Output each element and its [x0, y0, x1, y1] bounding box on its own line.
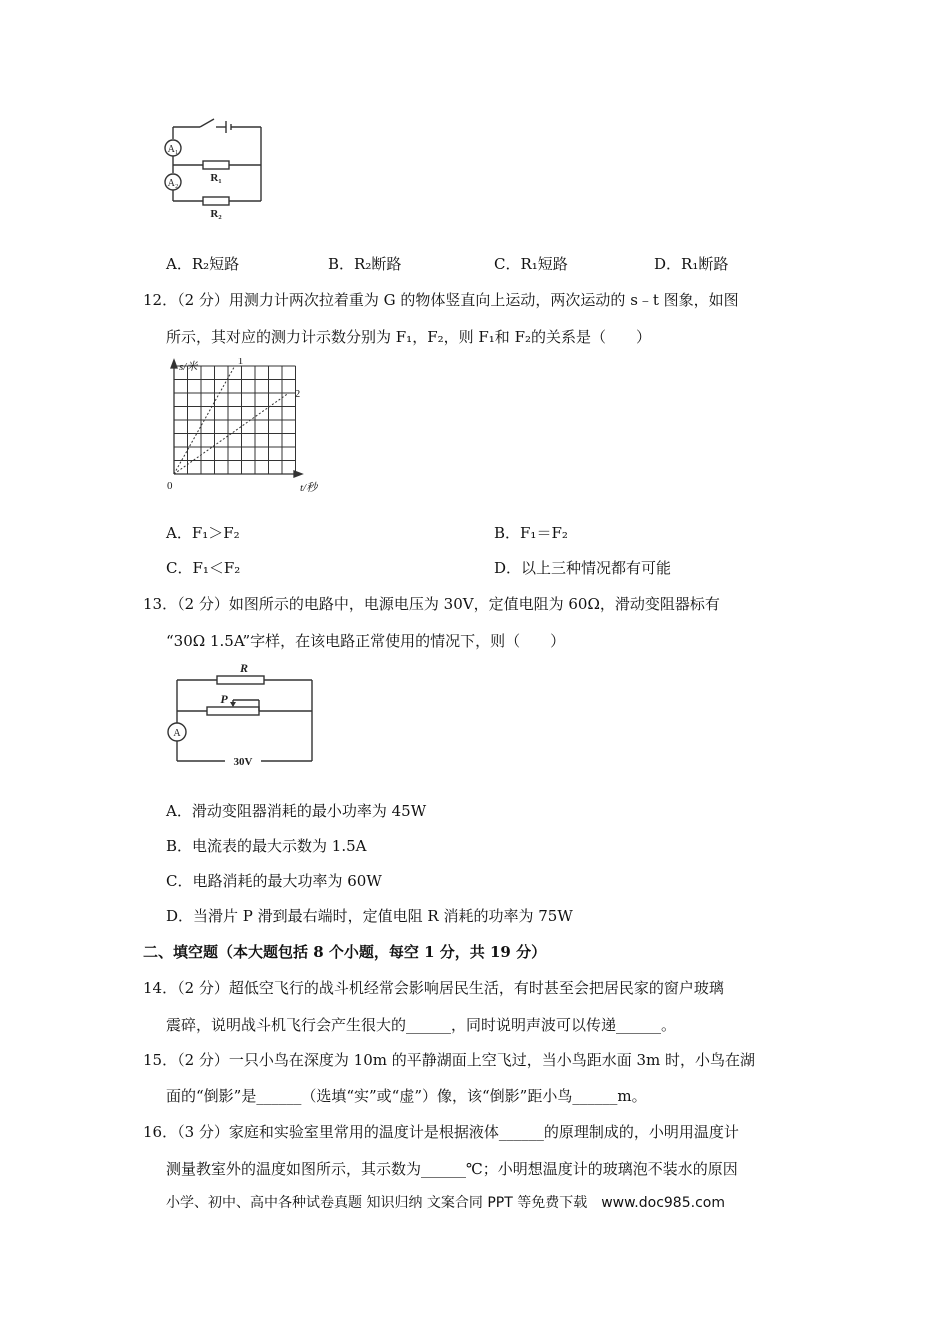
q11-option-a: A．R₂短路 — [166, 255, 240, 273]
q13-stem-line2: “30Ω 1.5A”字样，在该电路正常使用的情况下，则（ ） — [166, 632, 566, 650]
q13-stem-line1: 13．（2 分）如图所示的电路中，电源电压为 30V，定值电阻为 60Ω，滑动变阻器标有 — [143, 595, 720, 613]
q14-stem-line2: 震碎，说明战斗机飞行会产生很大的______，同时说明声波可以传递______。 — [166, 1016, 677, 1034]
q11-option-c: C．R₁短路 — [494, 255, 568, 273]
ammeter-a1-label: A₁ — [167, 144, 179, 155]
chart-series-label-2: 2 — [294, 388, 301, 400]
q13-option-d: D．当滑片 P 滑到最右端时，定值电阻 R 消耗的功率为 75W — [166, 907, 573, 925]
q11-option-d: D．R₁断路 — [654, 255, 729, 273]
q13-option-a: A．滑动变阻器消耗的最小功率为 45W — [166, 802, 427, 820]
q11-circuit-figure — [160, 115, 270, 223]
resistor-r-label: R — [239, 661, 249, 675]
resistor-r2-label: R₂ — [210, 208, 222, 220]
q12-st-chart — [160, 358, 325, 498]
q15-stem-line1: 15．（2 分）一只小鸟在深度为 10m 的平静湖面上空飞过，当小鸟距水面 3m 时，小鸟在湖 — [143, 1051, 756, 1069]
chart-series-label-1: 1 — [237, 358, 244, 367]
resistor-r1-label: R₁ — [210, 172, 222, 184]
q12-option-b: B．F₁＝F₂ — [494, 524, 568, 542]
q13-circuit-figure — [160, 660, 325, 770]
q13-option-b: B．电流表的最大示数为 1.5A — [166, 837, 367, 855]
section-heading: 二、填空题（本大题包括 8 个小题，每空 1 分，共 19 分） — [143, 943, 547, 961]
q12-stem-line1: 12．（2 分）用测力计两次拉着重为 G 的物体竖直向上运动，两次运动的 s﹣t 图象，如图 — [143, 291, 739, 309]
chart-origin-label: 0 — [167, 480, 173, 492]
q11-option-b: B．R₂断路 — [328, 255, 402, 273]
page-footer: 小学、初中、高中各种试卷真题 知识归纳 文案合同 PPT 等免费下载 www.doc985.com — [166, 1195, 725, 1211]
ammeter-a2-label: A₂ — [167, 178, 179, 189]
q12-stem-line2: 所示，其对应的测力计示数分别为 F₁，F₂，则 F₁和 F₂的关系是（ ） — [166, 328, 651, 346]
ammeter-a-label: A — [173, 728, 181, 739]
chart-x-axis-label: t/秒 — [300, 482, 318, 494]
q14-stem-line1: 14．（2 分）超低空飞行的战斗机经常会影响居民生活，有时甚至会把居民家的窗户玻璃 — [143, 979, 724, 997]
q12-option-d: D．以上三种情况都有可能 — [494, 559, 672, 577]
q15-stem-line2: 面的“倒影”是______（选填“实”或“虚”）像，该“倒影”距小鸟______m。 — [166, 1087, 647, 1105]
q12-option-a: A．F₁＞F₂ — [166, 524, 240, 542]
q13-option-c: C．电路消耗的最大功率为 60W — [166, 872, 382, 890]
chart-y-axis-label: s/米 — [179, 361, 198, 373]
source-voltage-label: 30V — [233, 756, 253, 768]
q16-stem-line2: 测量教室外的温度如图所示，其示数为______℃；小明想温度计的玻璃泡不装水的原因 — [166, 1160, 738, 1178]
q16-stem-line1: 16．（3 分）家庭和实验室里常用的温度计是根据液体______的原理制成的，小明用温度计 — [143, 1123, 739, 1141]
slider-p-label: P — [220, 692, 228, 706]
q12-option-c: C．F₁＜F₂ — [166, 559, 241, 577]
